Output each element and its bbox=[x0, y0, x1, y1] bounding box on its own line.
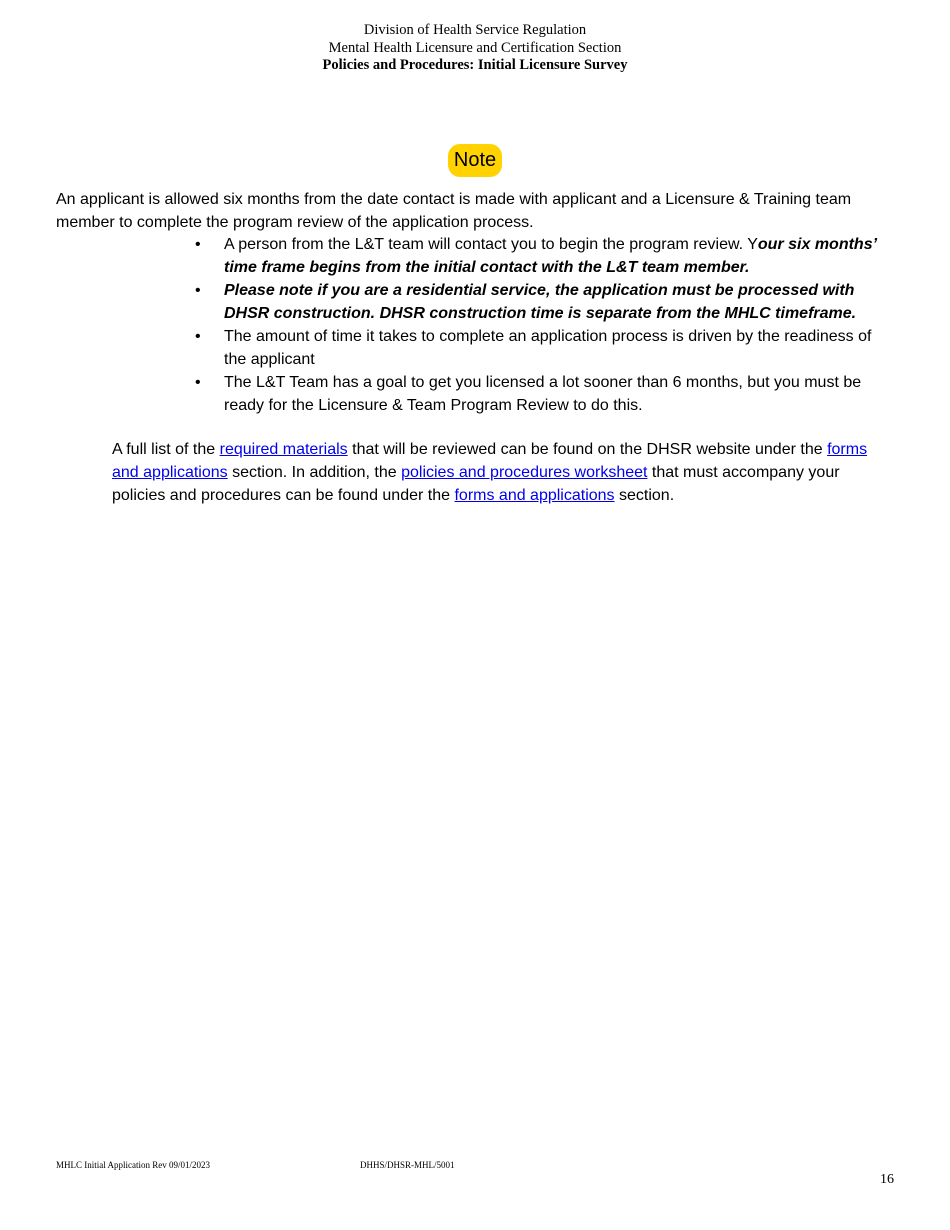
bullet-2-emphasis: Please note if you are a residential service, the application must be processed with DHSR construction. DHSR construction time is separate from the MHLC timeframe. bbox=[224, 282, 857, 322]
note-label: Note bbox=[448, 144, 502, 177]
forms-and-applications-link[interactable]: forms and applications bbox=[112, 441, 868, 481]
list-item bbox=[195, 279, 889, 325]
required-materials-link[interactable]: required materials bbox=[219, 441, 348, 458]
footer-form-code: DHHS/DHSR-MHL/5001 bbox=[360, 1160, 455, 1170]
bullet-icon: • bbox=[195, 236, 201, 253]
bullet-3-text: The amount of time it takes to complete an application process is driven by the readiness of the applicant bbox=[224, 328, 872, 368]
list-item bbox=[195, 371, 889, 417]
bullet-1-text: A person from the L&T team will contact you to begin the program review. Y bbox=[224, 236, 758, 253]
page-header bbox=[0, 22, 950, 75]
materials-paragraph bbox=[112, 438, 892, 507]
materials-text-2: that will be reviewed can be found on the DHSR website under the bbox=[347, 441, 828, 458]
page-number: 16 bbox=[880, 1172, 894, 1187]
bullet-list bbox=[195, 233, 889, 417]
bullet-icon: • bbox=[195, 328, 201, 345]
note-callout bbox=[0, 144, 950, 177]
bullet-icon: • bbox=[195, 282, 201, 299]
header-title: Policies and Procedures: Initial Licensure Survey bbox=[322, 57, 628, 73]
materials-text-1: A full list of the bbox=[112, 441, 220, 458]
list-item bbox=[195, 233, 889, 279]
bullet-icon: • bbox=[195, 374, 201, 391]
header-division: Division of Health Service Regulation bbox=[363, 22, 587, 38]
materials-text-5: section. bbox=[614, 487, 675, 504]
header-section: Mental Health Licensure and Certification Section bbox=[328, 39, 622, 56]
footer-revision: MHLC Initial Application Rev 09/01/2023 bbox=[56, 1160, 210, 1170]
materials-text-3: section. In addition, the bbox=[227, 464, 402, 481]
intro-paragraph: An applicant is allowed six months from the date contact is made with applicant and a Licensure & Training team member to complete the program review of the application process. bbox=[56, 191, 852, 231]
forms-and-applications-link-2[interactable]: forms and applications bbox=[454, 487, 615, 504]
list-item bbox=[195, 325, 889, 371]
bullet-4-text: The L&T Team has a goal to get you licensed a lot sooner than 6 months, but you must be ready for the Licensure & Team Program Review to do this. bbox=[224, 374, 862, 414]
bullet-1-emphasis: our six months’ time frame begins from the initial contact with the L&T team member. bbox=[224, 236, 877, 276]
materials-text-4: that must accompany your policies and procedures can be found under the bbox=[112, 464, 840, 504]
policies-worksheet-link[interactable]: policies and procedures worksheet bbox=[401, 464, 648, 481]
